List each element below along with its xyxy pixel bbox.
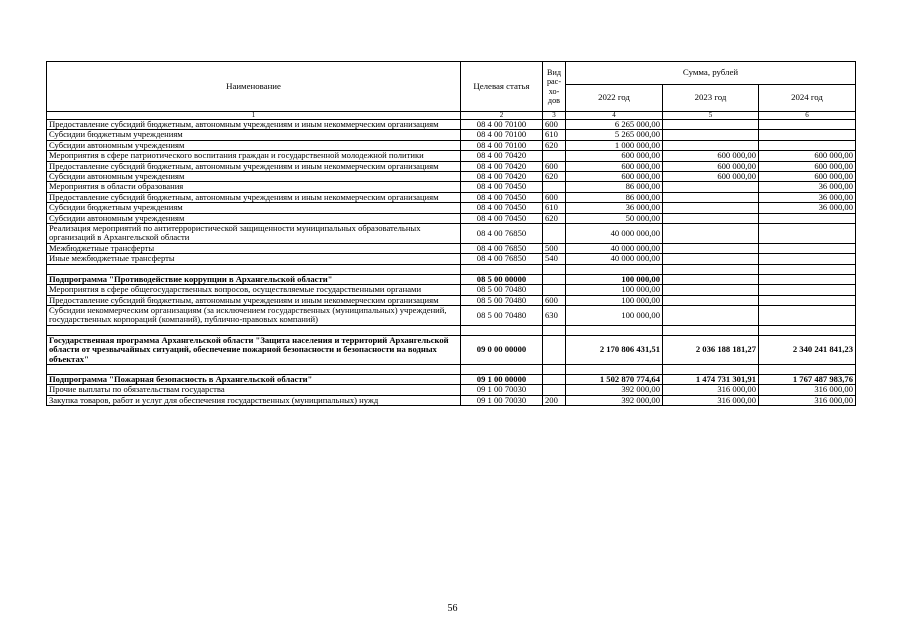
empty-cell xyxy=(759,264,856,274)
row-amount-2023 xyxy=(663,295,759,305)
header-year-2023: 2023 год xyxy=(663,85,759,112)
row-target-code: 08 4 00 70450 xyxy=(461,182,543,192)
row-name: Предоставление субсидий бюджетным, автономным учреждениям и иным некоммерческим организациям xyxy=(47,161,461,171)
row-amount-2022: 6 265 000,00 xyxy=(566,120,663,130)
budget-table xyxy=(46,61,856,406)
row-amount-2022: 2 170 806 431,51 xyxy=(566,335,663,364)
header-expense-kind xyxy=(543,62,566,112)
row-name: Предоставление субсидий бюджетным, автономным учреждениям и иным некоммерческим организациям xyxy=(47,192,461,202)
table-row xyxy=(47,140,856,150)
row-amount-2024 xyxy=(759,224,856,244)
row-target-code: 08 4 00 76850 xyxy=(461,224,543,244)
row-amount-2022: 5 265 000,00 xyxy=(566,130,663,140)
table-row xyxy=(47,213,856,223)
row-name: Субсидии некоммерческим организациям (за исключением государственных (муниципальных) учреждений, государственных корпораций (компаний), публично-правовых компаний) xyxy=(47,305,461,325)
row-amount-2024 xyxy=(759,305,856,325)
row-target-code: 08 4 00 70420 xyxy=(461,151,543,161)
row-target-code: 08 4 00 76850 xyxy=(461,243,543,253)
row-name: Иные межбюджетные трансферты xyxy=(47,254,461,264)
empty-cell xyxy=(566,364,663,374)
row-amount-2023 xyxy=(663,305,759,325)
header-expense-kind-line: хо- xyxy=(548,86,560,96)
row-amount-2023 xyxy=(663,192,759,202)
table-row xyxy=(47,285,856,295)
row-target-code: 09 1 00 00000 xyxy=(461,374,543,384)
header-target-article: Целевая статья xyxy=(461,62,543,112)
row-expense-kind: 540 xyxy=(543,254,566,264)
row-amount-2023: 600 000,00 xyxy=(663,172,759,182)
row-amount-2024 xyxy=(759,274,856,284)
row-amount-2022: 40 000 000,00 xyxy=(566,243,663,253)
row-expense-kind: 630 xyxy=(543,305,566,325)
row-target-code: 08 4 00 70420 xyxy=(461,172,543,182)
row-target-code: 09 1 00 70030 xyxy=(461,395,543,405)
row-amount-2024: 600 000,00 xyxy=(759,161,856,171)
table-row xyxy=(47,305,856,325)
row-name: Закупка товаров, работ и услуг для обеспечения государственных (муниципальных) нужд xyxy=(47,395,461,405)
table-row xyxy=(47,243,856,253)
column-number: 5 xyxy=(663,112,759,120)
row-amount-2022: 86 000,00 xyxy=(566,182,663,192)
header-year-2024: 2024 год xyxy=(759,85,856,112)
row-target-code: 08 4 00 76850 xyxy=(461,254,543,264)
row-amount-2023 xyxy=(663,274,759,284)
row-expense-kind xyxy=(543,224,566,244)
row-expense-kind xyxy=(543,374,566,384)
empty-cell xyxy=(759,364,856,374)
row-amount-2024: 36 000,00 xyxy=(759,203,856,213)
empty-cell xyxy=(663,364,759,374)
table-row xyxy=(47,151,856,161)
row-expense-kind: 600 xyxy=(543,120,566,130)
table-row xyxy=(47,192,856,202)
row-name: Межбюджетные трансферты xyxy=(47,243,461,253)
empty-cell xyxy=(461,264,543,274)
empty-cell xyxy=(566,325,663,335)
empty-cell xyxy=(663,325,759,335)
row-amount-2024 xyxy=(759,243,856,253)
row-amount-2022: 86 000,00 xyxy=(566,192,663,202)
row-expense-kind xyxy=(543,151,566,161)
header-year-2022: 2022 год xyxy=(566,85,663,112)
row-expense-kind xyxy=(543,274,566,284)
table-row xyxy=(47,254,856,264)
header-sum: Сумма, рублей xyxy=(566,62,856,85)
row-expense-kind xyxy=(543,285,566,295)
row-name: Субсидии автономным учреждениям xyxy=(47,213,461,223)
empty-cell xyxy=(566,264,663,274)
row-expense-kind xyxy=(543,335,566,364)
row-expense-kind: 600 xyxy=(543,295,566,305)
row-amount-2023 xyxy=(663,254,759,264)
table-row xyxy=(47,161,856,171)
row-amount-2023 xyxy=(663,203,759,213)
row-amount-2024: 600 000,00 xyxy=(759,151,856,161)
row-amount-2022: 100 000,00 xyxy=(566,285,663,295)
row-amount-2022: 40 000 000,00 xyxy=(566,254,663,264)
empty-cell xyxy=(543,264,566,274)
column-number: 3 xyxy=(543,112,566,120)
row-amount-2023 xyxy=(663,120,759,130)
row-amount-2024 xyxy=(759,213,856,223)
row-amount-2023 xyxy=(663,224,759,244)
spacer-row xyxy=(47,325,856,335)
empty-cell xyxy=(461,364,543,374)
row-expense-kind: 600 xyxy=(543,192,566,202)
row-amount-2024 xyxy=(759,295,856,305)
row-amount-2023 xyxy=(663,140,759,150)
row-name: Предоставление субсидий бюджетным, автономным учреждениям и иным некоммерческим организациям xyxy=(47,295,461,305)
row-target-code: 08 4 00 70450 xyxy=(461,203,543,213)
row-name: Субсидии автономным учреждениям xyxy=(47,140,461,150)
section-row xyxy=(47,335,856,364)
row-amount-2023: 316 000,00 xyxy=(663,395,759,405)
row-name: Государственная программа Архангельской области "Защита населения и территорий Архангельской области от чрезвычайных ситуаций, обеспечение пожарной безопасности и безопасности на водных объектах" xyxy=(47,335,461,364)
table-row xyxy=(47,120,856,130)
row-name: Мероприятия в области образования xyxy=(47,182,461,192)
row-target-code: 08 5 00 70480 xyxy=(461,285,543,295)
row-name: Субсидии автономным учреждениям xyxy=(47,172,461,182)
row-amount-2023: 2 036 188 181,27 xyxy=(663,335,759,364)
row-name: Субсидии бюджетным учреждениям xyxy=(47,203,461,213)
row-amount-2024: 36 000,00 xyxy=(759,182,856,192)
table-row xyxy=(47,182,856,192)
row-amount-2022: 1 502 870 774,64 xyxy=(566,374,663,384)
row-amount-2022: 40 000 000,00 xyxy=(566,224,663,244)
row-amount-2022: 100 000,00 xyxy=(566,295,663,305)
column-number: 2 xyxy=(461,112,543,120)
row-name: Мероприятия в сфере общегосударственных вопросов, осуществляемые государственными органами xyxy=(47,285,461,295)
column-number: 1 xyxy=(47,112,461,120)
column-number: 4 xyxy=(566,112,663,120)
empty-cell xyxy=(663,264,759,274)
row-name: Подпрограмма "Пожарная безопасность в Архангельской области" xyxy=(47,374,461,384)
row-amount-2024 xyxy=(759,285,856,295)
row-target-code: 08 5 00 00000 xyxy=(461,274,543,284)
row-amount-2022: 600 000,00 xyxy=(566,151,663,161)
section-row xyxy=(47,274,856,284)
row-expense-kind xyxy=(543,182,566,192)
row-amount-2022: 392 000,00 xyxy=(566,385,663,395)
table-row xyxy=(47,203,856,213)
spacer-row xyxy=(47,364,856,374)
row-amount-2022: 100 000,00 xyxy=(566,305,663,325)
row-target-code: 08 4 00 70100 xyxy=(461,140,543,150)
row-amount-2024 xyxy=(759,140,856,150)
header-name: Наименование xyxy=(47,62,461,112)
row-amount-2024: 316 000,00 xyxy=(759,395,856,405)
row-amount-2023: 316 000,00 xyxy=(663,385,759,395)
empty-cell xyxy=(47,364,461,374)
row-target-code: 09 1 00 70030 xyxy=(461,385,543,395)
row-expense-kind: 620 xyxy=(543,213,566,223)
row-amount-2022: 392 000,00 xyxy=(566,395,663,405)
section-row xyxy=(47,374,856,384)
page-number: 56 xyxy=(447,603,458,614)
row-amount-2023 xyxy=(663,285,759,295)
header-expense-kind-line: Вид xyxy=(546,67,561,77)
row-amount-2023 xyxy=(663,182,759,192)
empty-cell xyxy=(543,325,566,335)
empty-cell xyxy=(461,325,543,335)
column-number: 6 xyxy=(759,112,856,120)
spacer-row xyxy=(47,264,856,274)
row-expense-kind xyxy=(543,385,566,395)
row-target-code: 08 4 00 70450 xyxy=(461,192,543,202)
empty-cell xyxy=(543,364,566,374)
row-expense-kind: 620 xyxy=(543,172,566,182)
row-amount-2022: 600 000,00 xyxy=(566,172,663,182)
row-target-code: 08 4 00 70420 xyxy=(461,161,543,171)
empty-cell xyxy=(47,325,461,335)
row-amount-2024: 1 767 487 983,76 xyxy=(759,374,856,384)
row-amount-2023: 600 000,00 xyxy=(663,161,759,171)
row-expense-kind: 500 xyxy=(543,243,566,253)
table-row xyxy=(47,295,856,305)
row-expense-kind: 620 xyxy=(543,140,566,150)
row-expense-kind: 200 xyxy=(543,395,566,405)
row-amount-2022: 36 000,00 xyxy=(566,203,663,213)
header-expense-kind-line: дов xyxy=(547,95,561,105)
table-row xyxy=(47,224,856,244)
row-amount-2023 xyxy=(663,130,759,140)
header-expense-kind-line: рас- xyxy=(546,77,562,87)
table-row xyxy=(47,395,856,405)
row-amount-2024: 316 000,00 xyxy=(759,385,856,395)
row-name: Предоставление субсидий бюджетным, автономным учреждениям и иным некоммерческим организациям xyxy=(47,120,461,130)
table-body xyxy=(47,120,856,406)
row-name: Мероприятия в сфере патриотического воспитания граждан и государственной молодежной политики xyxy=(47,151,461,161)
row-amount-2024 xyxy=(759,130,856,140)
row-target-code: 08 4 00 70100 xyxy=(461,130,543,140)
row-target-code: 09 0 00 00000 xyxy=(461,335,543,364)
row-amount-2022: 50 000,00 xyxy=(566,213,663,223)
row-expense-kind: 600 xyxy=(543,161,566,171)
row-amount-2022: 100 000,00 xyxy=(566,274,663,284)
row-name: Подпрограмма "Противодействие коррупции в Архангельской области" xyxy=(47,274,461,284)
row-amount-2023 xyxy=(663,213,759,223)
row-amount-2023: 600 000,00 xyxy=(663,151,759,161)
row-amount-2023: 1 474 731 301,91 xyxy=(663,374,759,384)
row-amount-2024: 2 340 241 841,23 xyxy=(759,335,856,364)
row-amount-2023 xyxy=(663,243,759,253)
table-row xyxy=(47,130,856,140)
row-expense-kind: 610 xyxy=(543,130,566,140)
budget-table-page xyxy=(46,61,855,406)
row-name: Реализация мероприятий по антитеррористической защищенности муниципальных образовательных организаций в Архангельской области xyxy=(47,224,461,244)
table-row xyxy=(47,385,856,395)
empty-cell xyxy=(759,325,856,335)
row-expense-kind: 610 xyxy=(543,203,566,213)
row-amount-2024: 36 000,00 xyxy=(759,192,856,202)
table-row xyxy=(47,172,856,182)
row-amount-2024 xyxy=(759,120,856,130)
row-target-code: 08 5 00 70480 xyxy=(461,305,543,325)
row-target-code: 08 5 00 70480 xyxy=(461,295,543,305)
row-name: Прочие выплаты по обязательствам государства xyxy=(47,385,461,395)
row-target-code: 08 4 00 70100 xyxy=(461,120,543,130)
empty-cell xyxy=(47,264,461,274)
row-amount-2022: 600 000,00 xyxy=(566,161,663,171)
row-amount-2022: 1 000 000,00 xyxy=(566,140,663,150)
row-amount-2024 xyxy=(759,254,856,264)
row-name: Субсидии бюджетным учреждениям xyxy=(47,130,461,140)
row-amount-2024: 600 000,00 xyxy=(759,172,856,182)
row-target-code: 08 4 00 70450 xyxy=(461,213,543,223)
